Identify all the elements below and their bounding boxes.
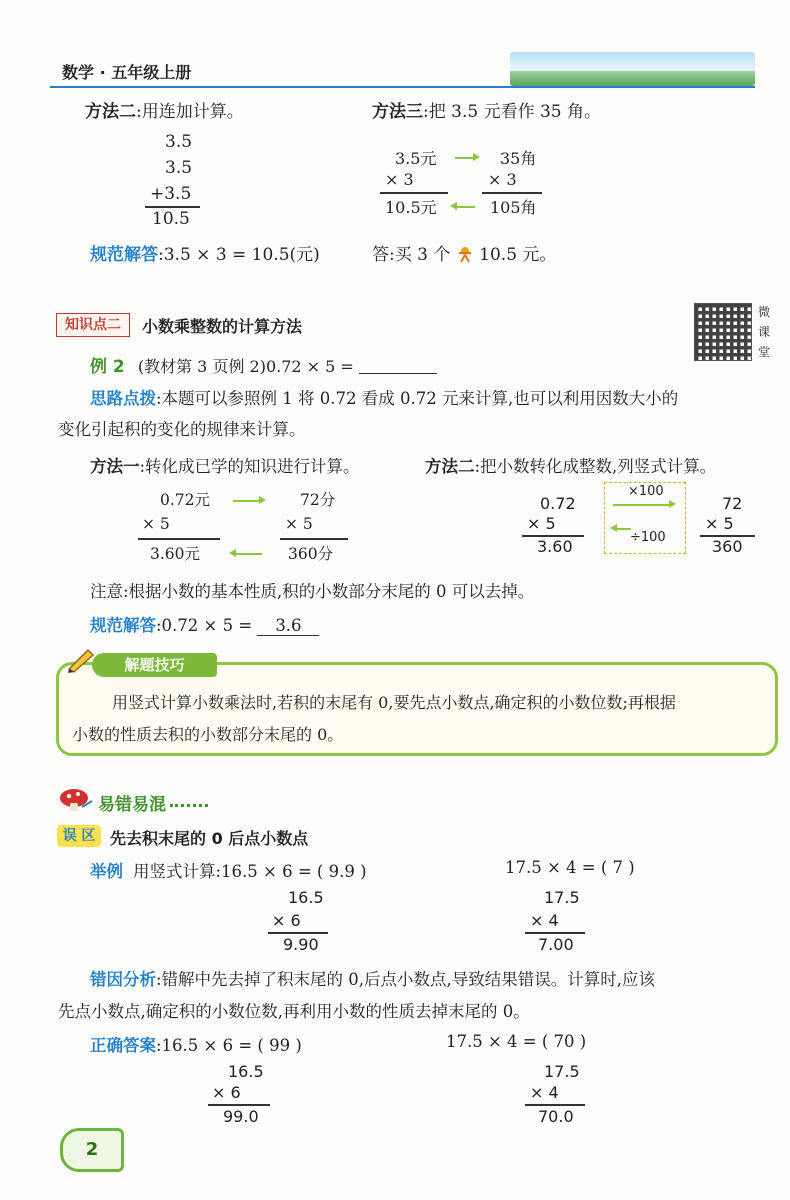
right1-result: 99.0 <box>223 1107 259 1126</box>
top-answer-text: :3.5 × 3 = 10.5(元) <box>158 245 320 265</box>
top-answer <box>90 240 320 265</box>
right2-line-1: 17.5 <box>544 1062 580 1081</box>
analysis-line-1 <box>90 966 655 990</box>
w2-left-result: 3.60 <box>537 537 573 556</box>
times-100-label: ×100 <box>628 484 664 499</box>
way2-text: :把小数转化成整数,列竖式计算。 <box>474 457 717 476</box>
example2-label: 例 2 <box>90 357 125 377</box>
m3-right-2: × 3 <box>488 170 517 189</box>
mistake-example-label: 举例 <box>90 862 123 881</box>
mistake-header: 易错易混 <box>98 795 166 815</box>
w2-left-1: 0.72 <box>540 494 576 513</box>
tip-line-1: 用竖式计算小数乘法时,若积的末尾有 0,要先点小数点,确定积的小数位数;再根据 <box>112 693 676 712</box>
mushroom-icon <box>58 787 94 817</box>
m2-line-1: 3.5 <box>165 132 193 152</box>
m3-arrow-right <box>455 157 477 159</box>
correct-line <box>90 1032 302 1056</box>
mistake-example-line <box>90 858 367 882</box>
tip-tag: 解题技巧 <box>92 653 217 677</box>
wrong2-result: 7.00 <box>538 935 574 954</box>
qr-caption-3: 堂 <box>758 345 771 359</box>
kp2-note: 注意:根据小数的基本性质,积的小数部分末尾的 0 可以去掉。 <box>90 582 535 601</box>
header-landscape-strip <box>510 52 755 86</box>
div-100-label: ÷100 <box>630 530 666 545</box>
w1-right-2: × 5 <box>285 515 313 533</box>
m3-right-result: 105角 <box>490 198 537 217</box>
correct-text-2: 17.5 × 4 = ( 70 ) <box>446 1032 587 1051</box>
kp2-title: 小数乘整数的计算方法 <box>142 317 303 336</box>
wrong1-rule <box>268 932 328 934</box>
top-reply-tail: 10.5 元。 <box>479 245 557 265</box>
w1-left-1: 0.72元 <box>160 491 211 509</box>
kp2-answer-label: 规范解答 <box>90 616 156 635</box>
method3-text: :把 3.5 元看作 35 角。 <box>423 102 602 122</box>
wrong1-line-2: × 6 <box>272 911 301 930</box>
mistake-example-text-2: 17.5 × 4 = ( 7 ) <box>505 858 635 877</box>
example2-blank <box>359 373 437 374</box>
example2-text: (教材第 3 页例 2)0.72 × 5 = <box>137 357 359 376</box>
m3-right-1: 35角 <box>500 149 537 168</box>
wrong1-line-1: 16.5 <box>288 888 324 907</box>
w1-right-rule <box>280 538 348 540</box>
m3-left-2: × 3 <box>385 170 414 189</box>
w1-right-result: 360分 <box>288 545 334 563</box>
way2-label: 方法二 <box>425 457 475 476</box>
top-answer-label: 规范解答 <box>90 245 158 265</box>
method2-heading <box>85 97 244 122</box>
w2-arrow-right <box>613 504 673 506</box>
way2-heading <box>425 453 716 477</box>
qr-caption-1: 微 <box>758 305 771 319</box>
qr-caption <box>758 302 772 362</box>
wrong2-line-1: 17.5 <box>544 888 580 907</box>
qr-code-icon[interactable] <box>694 303 752 361</box>
wrong2-line-2: × 4 <box>530 911 559 930</box>
header-divider <box>50 86 755 88</box>
m2-result: 10.5 <box>152 209 190 229</box>
qr-caption-2: 课 <box>758 325 771 339</box>
method2-label: 方法二 <box>85 102 136 122</box>
w1-arrow-right <box>233 500 263 502</box>
kp2-answer-text: :0.72 × 5 = <box>156 616 258 635</box>
wrong1-result: 9.90 <box>283 935 319 954</box>
page-number: 2 <box>60 1128 124 1172</box>
toy-icon <box>456 245 474 263</box>
way1-text: :转化成已学的知识进行计算。 <box>139 457 360 476</box>
right1-rule <box>208 1104 270 1106</box>
top-reply <box>372 240 556 265</box>
example2 <box>90 352 437 377</box>
method2-text: :用连加计算。 <box>136 102 244 122</box>
m3-arrow-left <box>453 206 475 208</box>
m2-line-2: 3.5 <box>165 158 193 178</box>
way1-label: 方法一 <box>90 457 140 476</box>
w2-right-2: × 5 <box>705 514 734 533</box>
w1-left-rule <box>138 538 220 540</box>
m3-left-rule <box>380 192 448 194</box>
right2-result: 70.0 <box>538 1107 574 1126</box>
analysis-label: 错因分析 <box>90 970 156 989</box>
m3-left-1: 3.5元 <box>395 149 437 168</box>
m3-left-result: 10.5元 <box>385 198 437 217</box>
tip-line-2: 小数的性质去积的小数部分末尾的 0。 <box>72 725 344 744</box>
w2-right-result: 360 <box>712 537 743 556</box>
header-title: 数学 · 五年级上册 <box>62 63 192 82</box>
kp2-answer <box>90 612 319 636</box>
hint-text-1: :本题可以参照例 1 将 0.72 看成 0.72 元来计算,也可以利用因数大小的 <box>156 389 679 408</box>
w1-arrow-left <box>232 553 262 555</box>
hint-line-2: 变化引起积的变化的规律来计算。 <box>58 420 306 439</box>
analysis-line-2: 先点小数点,确定积的小数位数,再利用小数的性质去掉末尾的 0。 <box>58 1002 530 1021</box>
knowledge-point-tag: 知识点二 <box>56 313 130 337</box>
right1-line-2: × 6 <box>212 1083 241 1102</box>
w1-left-result: 3.60元 <box>150 545 201 563</box>
w2-left-2: × 5 <box>527 514 556 533</box>
way1-heading <box>90 453 360 477</box>
method3-label: 方法三 <box>372 102 423 122</box>
kp2-answer-value: 3.6 <box>257 616 319 636</box>
m2-line-3: +3.5 <box>150 184 192 204</box>
hint-line-1 <box>90 385 678 409</box>
analysis-text-1: :错解中先去掉了积末尾的 0,后点小数点,导致结果错误。计算时,应该 <box>156 970 656 989</box>
correct-label: 正确答案 <box>90 1036 156 1055</box>
w2-arrow-left <box>613 528 631 530</box>
right2-line-2: × 4 <box>530 1083 559 1102</box>
w2-right-1: 72 <box>722 494 743 513</box>
wrong2-rule <box>525 932 585 934</box>
mistake-zone-tag: 误 区 <box>57 825 101 847</box>
mistake-header-dots <box>170 800 208 807</box>
w1-left-2: × 5 <box>142 515 170 533</box>
method3-heading <box>372 97 601 122</box>
right2-rule <box>525 1104 585 1106</box>
top-reply-text: 答:买 3 个 <box>372 245 451 265</box>
mistake-example-text-1: 用竖式计算:16.5 × 6 = ( 9.9 ) <box>133 862 367 881</box>
w1-right-1: 72分 <box>300 491 336 509</box>
m2-rule <box>145 206 200 208</box>
mistake-zone-title: 先去积末尾的 0 后点小数点 <box>110 829 309 848</box>
m3-right-rule <box>482 192 542 194</box>
correct-text-1: :16.5 × 6 = ( 99 ) <box>156 1036 302 1055</box>
hint-label: 思路点拨 <box>90 389 156 408</box>
right1-line-1: 16.5 <box>228 1062 264 1081</box>
